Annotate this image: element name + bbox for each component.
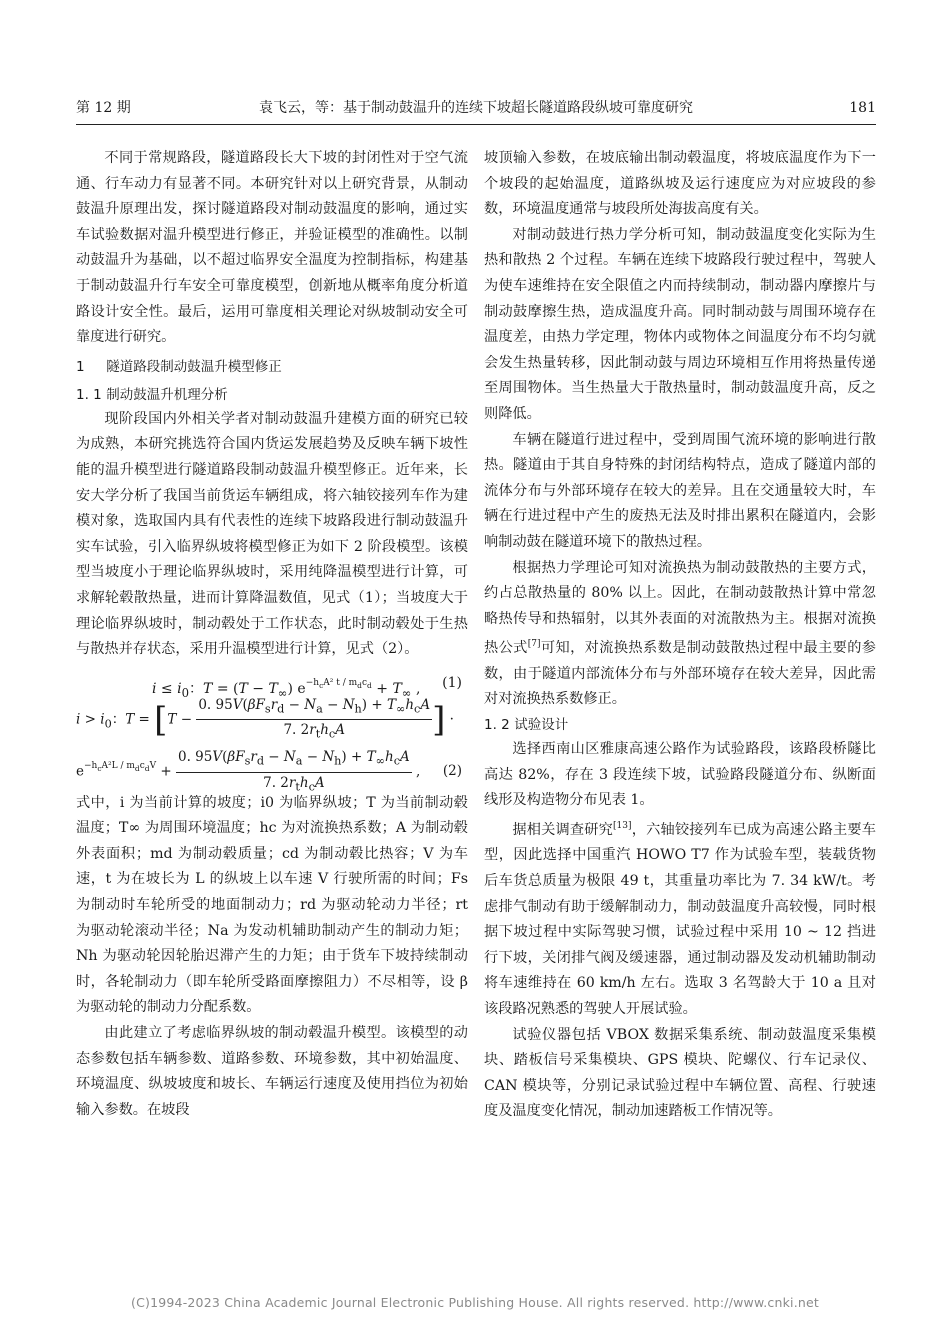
variables-paragraph: 式中，i 为当前计算的坡度；i0 为临界纵坡；T 为当前制动毂温度；T∞ 为周围环境温度；hc 为对流换热系数；A 为制动毂外表面积；md 为制动毂质量；cd 为制动毂比热容；V 为车速，t 为在坡长为 L 的纵坡上以车速 V 行驶所需的时间；Fs 为制动时车轮所受的地面制动力；rd 为驱动轮动力半径；rt 为驱动轮滚动半径；Na 为发动机辅助制动产生的制动力矩；Nh 为驱动轮因轮胎迟滞产生的力矩；由于货车下坡持续制动时，各轮制动力（即车轮所受路面摩擦阻力）不尽相等，设 β 为驱动轮的制动力分配系数。	[76, 794, 468, 1016]
right-column	[484, 146, 876, 1125]
section-heading-1	[76, 355, 468, 379]
issue-label: 第 12 期	[76, 100, 131, 116]
equation-2-number: (2)	[442, 762, 462, 779]
subsection-number: 1. 2	[484, 717, 510, 734]
tunnel-paragraph: 车辆在隧道行进过程中，受到周围气流环境的影响进行散热。隧道由于其自身特殊的封闭结构特点，造成了隧道内部的流体分布与外部环境存在较大的差异。且在交通量较大时，车辆在行进过程中产生的废热无法及时排出累积在隧道内，会影响制动鼓在隧道环境下的散热过程。	[484, 431, 876, 550]
running-title: 袁飞云，等：基于制动鼓温升的连续下坡超长隧道路段纵坡可靠度研究	[259, 100, 693, 116]
equation-2-line-1: $i > i_0$：T = [T − $\frac{0. 95V(\beta F_sr_d - N_a - N_h) + T_\infty h_cA}{7. 2r_th_cA}$ ] ·	[76, 696, 454, 742]
equation-1	[76, 669, 468, 700]
subsection-number: 1. 1	[76, 386, 102, 403]
thermodynamics-paragraph: 对制动鼓进行热力学分析可知，制动鼓温度变化实际为生热和散热 2 个过程。车辆在连续下坡路段行驶过程中，驾驶人为使车速维持在安全限值之内而持续制动，制动器内摩擦片与制动鼓摩擦生热，造成温度升高。同时制动鼓与周围环境存在温度差，由热力学定理，物体内或物体之间温度分布不均匀就会发生热量转移，因此制动鼓与周边环境相互作用将热量传递至周围物体。当生热量大于散热量时，制动鼓温度升高，反之则降低。	[484, 226, 876, 422]
subsection-title: 制动鼓温升机理分析	[106, 386, 228, 403]
copyright-footer: (C)1994-2023 China Academic Journal Electronic Publishing House. All rights reserved. http://www.cnki.net	[131, 1295, 819, 1310]
instruments-paragraph: 试验仪器包括 VBOX 数据采集系统、制动鼓温度采集模块、踏板信号采集模块、GPS 模块、陀螺仪、行车记录仪、CAN 模块等，分别记录试验过程中车辆位置、高程、行驶速度及温度变化情况，制动加速踏板工作情况等。	[484, 1026, 876, 1120]
convection-paragraph	[484, 556, 876, 714]
subsection-heading-1-2	[484, 713, 876, 737]
section-title: 隧道路段制动鼓温升模型修正	[106, 358, 282, 375]
left-column	[76, 146, 468, 1123]
convection-text-a: 根据热力学理论可知对流换热为制动鼓散热的主要方式，约占总散热量的 80% 以上。因此，在制动鼓散热计算中常忽略热传导和热辐射，以其外表面的对流散热为主。根据对流换热公式	[484, 559, 876, 657]
route-paragraph: 选择西南山区雅康高速公路作为试验路段，该路段桥隧比高达 82%，存在 3 段连续下坡，试验路段隧道分布、纵断面线形及构造物分布见表 1。	[484, 741, 876, 809]
equation-1-number: (1)	[442, 674, 462, 691]
parameters-paragraph: 由此建立了考虑临界纵坡的制动毂温升模型。该模型的动态参数包括车辆参数、道路参数、环境参数，其中初始温度、环境温度、纵坡坡度和坡长、车辆运行速度及使用挡位为初始输入参数。在坡段	[76, 1025, 468, 1118]
page-header	[76, 96, 876, 120]
vehicle-text-a: 据相关调查研究	[512, 821, 614, 838]
vehicle-text-b: ，六轴铰接列车已成为高速公路主要车型，因此选择中国重汽 HOWO T7 作为试验车型，装载货物后车货总质量为极限 49 t，其重量功率比为 7. 34 kW/t。考虑排气制动有助于缓解制动力，制动鼓温度升高较慢，同时根据下坡过程中实际驾驶习惯，试验过程中采用 10 ~ 12 挡进行下坡，关闭排气阀及缓速器，通过制动器及发动机辅助制动将车速维持在 60 km/h 左右。选取 3 名驾龄大于 10 a 且对该段路况熟悉的驾驶人开展试验。	[484, 821, 876, 1017]
intro-paragraph: 不同于常规路段，隧道路段长大下坡的封闭性对于空气流通、行车动力有显著不同。本研究针对以上研究背景，从制动鼓温升原理出发，探讨隧道路段对制动鼓温度的影响，通过实车试验数据对温升模型进行修正，并验证模型的准确性。以制动鼓温升为基础，以不超过临界安全温度为控制指标，构建基于制动鼓温升行车安全可靠度模型，创新地从概率角度分析道路设计安全性。最后，运用可靠度相关理论对纵坡制动安全可靠度进行研究。	[76, 150, 468, 346]
citation-13: [13]	[613, 820, 632, 831]
continuation-paragraph: 坡顶输入参数，在坡底输出制动毂温度，将坡底温度作为下一个坡段的起始温度，道路纵坡及运行速度应为对应坡段的参数，环境温度通常与坡段所处海拔高度有关。	[484, 150, 876, 218]
equation-2-line-2: $e^{-h_cA^2L / m_dc_dV}$ + $\frac{0. 95V(\beta F_sr_d - N_a - N_h) + T_\infty h_cA}{7. 2r_th_cA}$ ,	[76, 749, 421, 794]
section-number: 1	[76, 358, 85, 375]
citation-7: [7]	[527, 639, 541, 650]
model-paragraph: 现阶段国内外相关学者对制动鼓温升建模方面的研究已较为成熟，本研究挑选符合国内货运发展趋势及反映车辆下坡性能的温升模型进行隧道路段制动鼓温升模型修正。近年来，长安大学分析了我国当前货运车辆组成，将六轴铰接列车作为建模对象，选取国内具有代表性的连续下坡路段进行制动鼓温升实车试验，引入临界纵坡将模型修正为如下 2 阶段模型。该模型当坡度小于理论临界纵坡时，采用纯降温模型进行计算，可求解轮毂散热量，进而计算降温数值，见式（1）；当坡度大于理论临界纵坡时，制动毂处于工作状态，此时制动毂处于生热与散热并存状态，采用升温模型进行计算，见式（2）。	[76, 410, 468, 658]
header-rule	[76, 124, 876, 125]
equation-1-body: $i \le i_0$：$T = (T - T_\infty)$ $e^{-h_cA^2 t / m_dc_d} + T_\infty$ ,	[152, 677, 421, 700]
equation-2	[76, 695, 468, 794]
subsection-title: 试验设计	[514, 717, 569, 734]
page-number: 181	[849, 100, 876, 116]
convection-text-b: 可知，对流换热系数是制动鼓散热过程中最主要的参数，由于隧道内部流体分布与外部环境存在较大差异，因此需对对流换热系数修正。	[484, 640, 876, 708]
subsection-heading-1-1	[76, 383, 468, 407]
vehicle-paragraph	[484, 814, 876, 1023]
